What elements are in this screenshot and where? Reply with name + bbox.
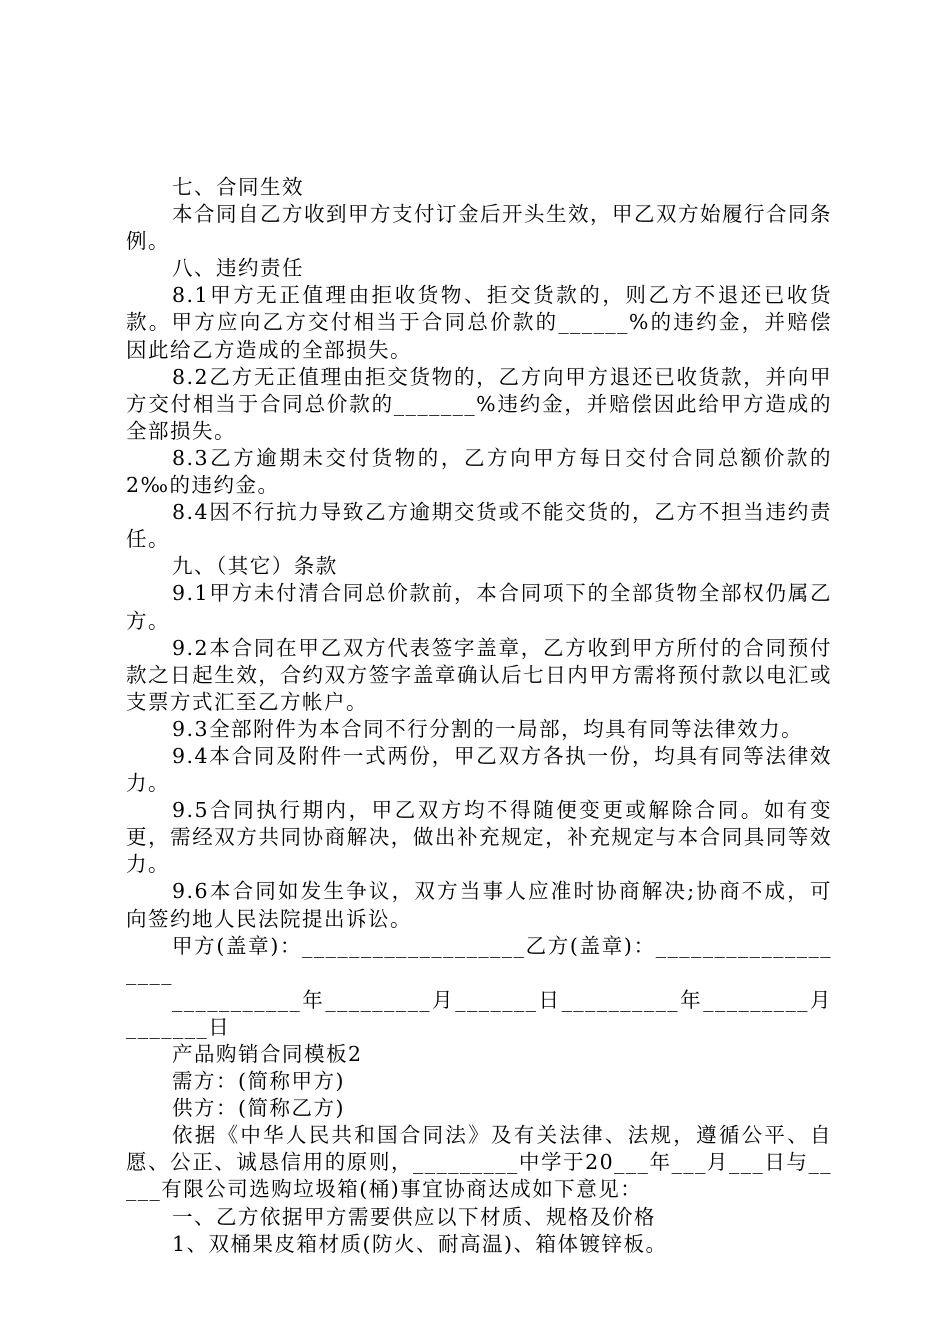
section-heading-liability: 八、违约责任: [172, 256, 304, 281]
buyer-line: 需方：(简称甲方): [172, 1069, 345, 1094]
item-1: 1、双桶果皮箱材质(防火、耐高温)、箱体镀锌板。: [172, 1231, 668, 1256]
clause-8-3: 8.3乙方逾期未交付货物的，乙方向甲方每日交付合同总额价款的2‰的违约金。: [126, 445, 832, 498]
section-heading-other-terms: 九、（其它）条款: [172, 554, 338, 579]
date-line: ___________年_________月_______日__________年_________月_______日: [126, 987, 832, 1039]
contract-text: [126, 174, 832, 1258]
clause-9-1: 9.1甲方未付清合同总价款前，本合同项下的全部货物全部权仍属乙方。: [126, 581, 832, 633]
clause-8-1: 8.1甲方无正值理由拒收货物、拒交货款的，则乙方不退还已收货款。甲方应向乙方交付相当于合同总价款的______%的违约金，并赔偿因此给乙方造成的全部损失。: [126, 283, 832, 362]
template-title: 产品购销合同模板2: [172, 1042, 363, 1066]
preamble-paragraph: 依据《中华人民共和国合同法》及有关法律、法规，遵循公平、自愿、公正、诚恳信用的原则，_________中学于20___年___月___日与_____有限公司选购垃圾箱(桶)事宜协商达成如下意见：: [126, 1123, 832, 1202]
clause-9-2: 9.2本合同在甲乙双方代表签字盖章，乙方收到甲方所付的合同预付款之日起生效，合约双方签字盖章确认后七日内甲方需将预付款以电汇或支票方式汇至乙方帐户。: [126, 635, 832, 714]
clause-8-4: 8.4因不行抗力导致乙方逾期交货或不能交货的，乙方不担当违约责任。: [126, 500, 832, 552]
clause-9-5: 9.5合同执行期内，甲乙双方均不得随便变更或解除合同。如有变更，需经双方共同协商解决，做出补充规定，补充规定与本合同具同等效力。: [126, 798, 832, 877]
clause-9-3: 9.3全部附件为本合同不行分割的一局部，均具有同等法律效力。: [172, 716, 804, 741]
paragraph: 本合同自乙方收到甲方支付订金后开头生效，甲乙双方始履行合同条例。: [126, 202, 832, 254]
signature-line: 甲方(盖章)：___________________乙方(盖章)：___________________: [126, 933, 832, 985]
section-heading-materials: 一、乙方依据甲方需要供应以下材质、规格及价格: [172, 1204, 656, 1229]
section-heading-effectiveness: 七、合同生效: [172, 175, 304, 199]
clause-9-4: 9.4本合同及附件一式两份，甲乙双方各执一份，均具有同等法律效力。: [126, 743, 832, 796]
clause-9-6: 9.6本合同如发生争议，双方当事人应准时协商解决;协商不成，可向签约地人民法院提出诉讼。: [126, 879, 832, 931]
clause-8-2: 8.2乙方无正值理由拒交货物的，乙方向甲方退还已收货款，并向甲方交付相当于合同总价款的_______%违约金，并赔偿因此给甲方造成的全部损失。: [126, 364, 832, 443]
supplier-line: 供方：(简称乙方): [172, 1096, 345, 1121]
